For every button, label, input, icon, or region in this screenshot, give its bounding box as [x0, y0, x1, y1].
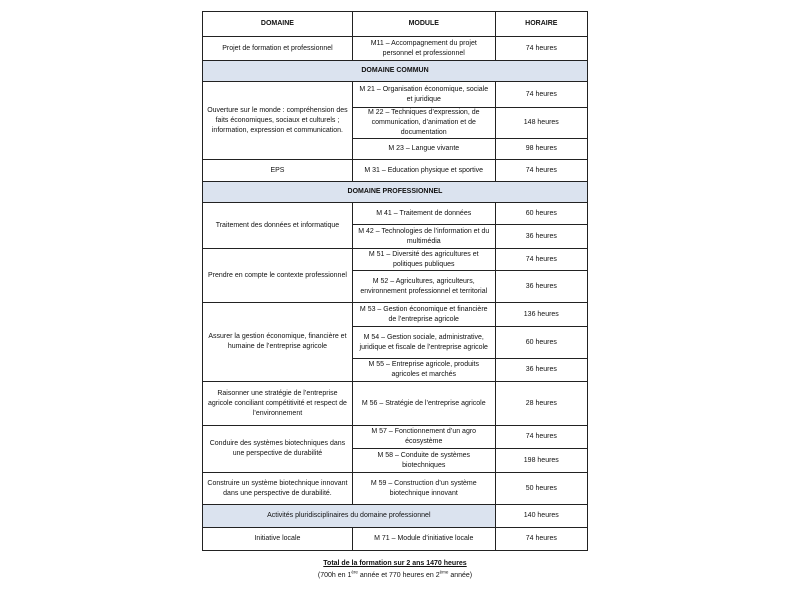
domaine-cell: Prendre en compte le contexte professionnel [203, 249, 353, 303]
header-domaine: DOMAINE [203, 12, 353, 37]
domaine-cell: Conduire des systèmes biotechniques dans une perspective de durabilité [203, 426, 353, 473]
horaire-cell: 140 heures [495, 505, 587, 528]
domaine-cell: Raisonner une stratégie de l’entreprise agricole conciliant compétitivité et respect de l’environnement [203, 382, 353, 426]
module-cell: M 21 – Organisation économique, sociale et juridique [352, 82, 495, 108]
module-cell: M 54 – Gestion sociale, administrative, juridique et fiscale de l’entreprise agricole [352, 327, 495, 359]
module-cell: M 71 – Module d’initiative locale [352, 528, 495, 551]
superscript: ème [439, 569, 449, 575]
domaine-cell: Ouverture sur le monde : compréhension des faits économiques, sociaux et culturels ; information, expression et communication. [203, 82, 353, 160]
table-row [203, 82, 588, 108]
domaine-cell: Construire un système biotechnique innovant dans une perspective de durabilité. [203, 473, 353, 505]
horaire-cell: 36 heures [495, 271, 587, 303]
header-row [203, 12, 588, 37]
table-row [203, 37, 588, 61]
horaire-cell: 136 heures [495, 303, 587, 327]
module-cell: M 42 – Technologies de l’information et du multimédia [352, 225, 495, 249]
superscript: ère [351, 569, 358, 575]
header-horaire: HORAIRE [495, 12, 587, 37]
module-cell: M 31 – Education physique et sportive [352, 160, 495, 182]
section-title: DOMAINE PROFESSIONNEL [203, 182, 588, 203]
section-row-professionnel [203, 182, 588, 203]
domaine-cell: EPS [203, 160, 353, 182]
detail-part: année) [448, 572, 473, 579]
section-title: DOMAINE COMMUN [203, 61, 588, 82]
detail-part: (700h en 1 [317, 572, 352, 579]
table-row [203, 473, 588, 505]
horaire-cell: 50 heures [495, 473, 587, 505]
section-row-commun [203, 61, 588, 82]
horaire-cell: 148 heures [495, 108, 587, 139]
header-module: MODULE [352, 12, 495, 37]
module-cell: M 22 – Techniques d’expression, de communication, d’animation et de documentation [352, 108, 495, 139]
table-row [203, 160, 588, 182]
horaire-cell: 74 heures [495, 37, 587, 61]
activites-label: Activités pluridisciplinaires du domaine professionnel [203, 505, 496, 528]
horaire-cell: 28 heures [495, 382, 587, 426]
table-row [203, 303, 588, 327]
table-row [203, 426, 588, 449]
domaine-cell: Assurer la gestion économique, financière et humaine de l’entreprise agricole [203, 303, 353, 382]
detail-part: année et 770 heures en 2 [357, 572, 440, 579]
horaire-cell: 98 heures [495, 139, 587, 160]
repartition-annees [202, 569, 588, 579]
table-row [203, 249, 588, 271]
total-formation: Total de la formation sur 2 ans 1470 heures [323, 560, 467, 567]
formation-table [202, 11, 588, 551]
module-cell: M 58 – Conduite de systèmes biotechniques [352, 449, 495, 473]
horaire-cell: 74 heures [495, 160, 587, 182]
module-cell: M 51 – Diversité des agricultures et politiques publiques [352, 249, 495, 271]
horaire-cell: 74 heures [495, 426, 587, 449]
horaire-cell: 74 heures [495, 528, 587, 551]
horaire-cell: 74 heures [495, 82, 587, 108]
horaire-cell: 60 heures [495, 327, 587, 359]
horaire-cell: 198 heures [495, 449, 587, 473]
module-cell: M 52 – Agricultures, agriculteurs, environnement professionnel et territorial [352, 271, 495, 303]
module-cell: M 56 – Stratégie de l’entreprise agricole [352, 382, 495, 426]
table-row [203, 382, 588, 426]
table-row [203, 528, 588, 551]
module-cell: M 59 – Construction d’un système biotechnique innovant [352, 473, 495, 505]
horaire-cell: 36 heures [495, 359, 587, 382]
module-cell: M11 – Accompagnement du projet personnel et professionnel [352, 37, 495, 61]
module-cell: M 41 – Traitement de données [352, 203, 495, 225]
horaire-cell: 74 heures [495, 249, 587, 271]
domaine-cell: Traitement des données et informatique [203, 203, 353, 249]
horaire-cell: 60 heures [495, 203, 587, 225]
module-cell: M 23 – Langue vivante [352, 139, 495, 160]
module-cell: M 55 – Entreprise agricole, produits agricoles et marchés [352, 359, 495, 382]
horaire-cell: 36 heures [495, 225, 587, 249]
domaine-cell: Initiative locale [203, 528, 353, 551]
activites-row [203, 505, 588, 528]
module-cell: M 57 – Fonctionnement d’un agro écosystème [352, 426, 495, 449]
domaine-cell: Projet de formation et professionnel [203, 37, 353, 61]
table-row [203, 203, 588, 225]
module-cell: M 53 – Gestion économique et financière de l’entreprise agricole [352, 303, 495, 327]
